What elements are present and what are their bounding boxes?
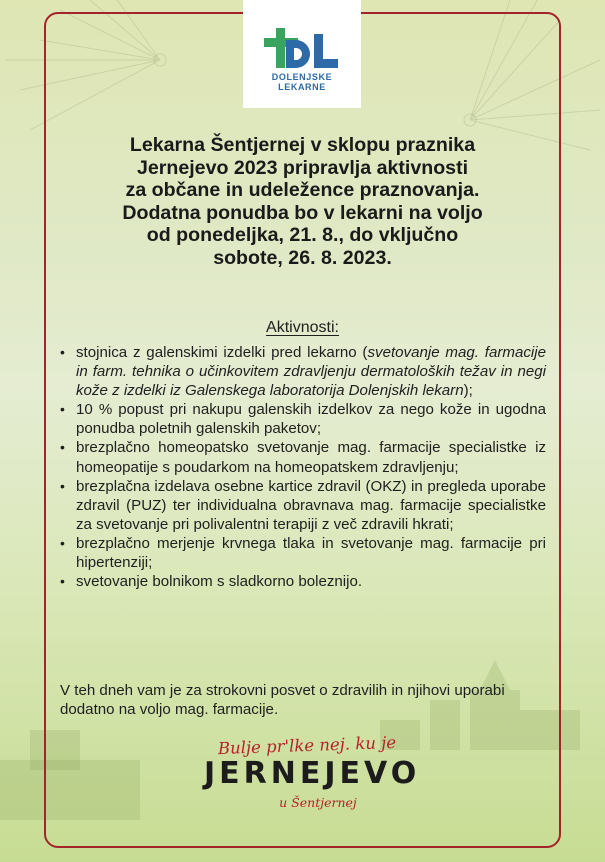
intro-line: od ponedeljka, 21. 8., do vključno <box>146 224 459 247</box>
bullet-icon: • <box>60 401 65 418</box>
item-text: brezplačna izdelava osebne kartice zdravil (OKZ) in pregleda uporabe zdravil (PUZ) ter individualna obravnava mag. farmacije specialistke za svetovanje pri polivalentni terapiji z več zdravili hkrati; <box>76 477 546 533</box>
intro-text <box>60 134 545 270</box>
activities-list <box>60 343 546 591</box>
item-text-italic: svetovanje mag. farmacije in farm. tehnika o učinkovitem zdravljenju dermatoloških težav in negi kože z izdelki iz Galenskega laboratorija Dolenjskih lekarn <box>76 344 546 400</box>
list-item <box>60 477 546 534</box>
bullet-icon: • <box>60 344 65 360</box>
pharmacy-logo-icon <box>264 28 340 72</box>
item-text: stojnica z galenskimi izdelki pred lekarno ( <box>76 344 368 361</box>
list-item <box>60 343 546 400</box>
intro-line: Lekarna Šentjernej v sklopu praznika <box>129 134 476 156</box>
intro-line: sobote, 26. 8. 2023. <box>213 246 392 269</box>
item-text-tail: ); <box>463 382 473 400</box>
item-text: brezplačno homeopatsko svetovanje mag. farmacije specialistke iz homeopatije s poudarkom na homeopatskem zdravljenju; <box>76 439 546 476</box>
activities-title: Aktivnosti: <box>266 319 339 336</box>
logo-line-2: LEKARNE <box>278 82 326 92</box>
bullet-icon: • <box>60 439 65 456</box>
brand-subtitle: u Šentjernej <box>279 795 357 810</box>
brand-title: JERNEJEVO <box>204 756 421 791</box>
intro-line: Dodatna ponudba bo v lekarni na voljo <box>122 201 483 224</box>
intro-line: Jernejevo 2023 pripravlja aktivnosti <box>136 156 469 179</box>
bullet-icon: • <box>60 477 65 494</box>
list-item <box>60 572 546 591</box>
dolenjske-lekarne-logo <box>243 0 361 108</box>
intro-line: za občane in udeležence praznovanja. <box>125 179 480 202</box>
list-item <box>60 400 546 438</box>
list-item <box>60 438 546 476</box>
logo-line-1: DOLENJSKE <box>271 72 333 82</box>
bullet-icon: • <box>60 534 65 551</box>
closing-text: V teh dneh vam je za strokovni posvet o zdravilih in njihovi uporabi dodatno na voljo mag. farmacije. <box>60 682 505 719</box>
item-text: brezplačno merjenje krvnega tlaka in svetovanje mag. farmacije pri hipertenziji; <box>76 534 546 572</box>
activities-heading <box>0 319 605 337</box>
item-text: svetovanje bolnikom s sladkorno boleznijo. <box>76 573 363 591</box>
bullet-icon: • <box>60 573 65 590</box>
item-text: 10 % popust pri nakupu galenskih izdelkov za nego kože in ugodna ponudba poletnih galenskih paketov; <box>76 401 546 438</box>
list-item <box>60 534 546 572</box>
brand-slogan: Bulje pr'lke nej. ku je <box>217 732 397 759</box>
